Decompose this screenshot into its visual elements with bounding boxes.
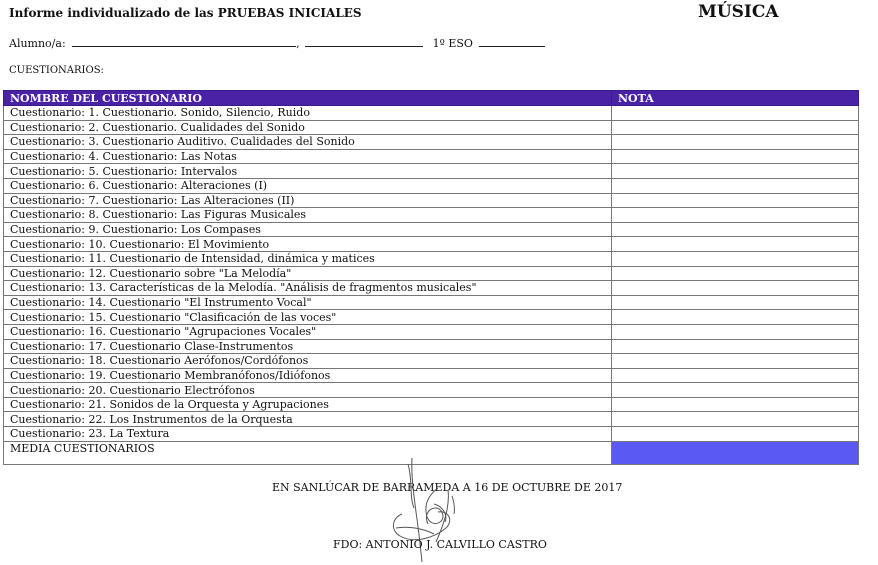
table-row [4, 106, 859, 121]
questionnaire-name: Cuestionario: 21. Sonidos de la Orquesta y Agrupaciones [4, 397, 612, 412]
table-row [4, 266, 859, 281]
grade-cell[interactable] [612, 251, 859, 266]
table-row [4, 397, 859, 412]
column-header-name: NOMBRE DEL CUESTIONARIO [4, 91, 612, 106]
grade-cell[interactable] [612, 120, 859, 135]
questionnaire-name: Cuestionario: 7. Cuestionario: Las Alteraciones (II) [4, 193, 612, 208]
grade-cell[interactable] [612, 324, 859, 339]
table-row [4, 120, 859, 135]
questionnaire-name: Cuestionario: 22. Los Instrumentos de la Orquesta [4, 412, 612, 427]
questionnaire-name: Cuestionario: 2. Cuestionario. Cualidades del Sonido [4, 120, 612, 135]
grade-cell[interactable] [612, 135, 859, 150]
table-row [4, 324, 859, 339]
questionnaire-name: Cuestionario: 10. Cuestionario: El Movimiento [4, 237, 612, 252]
questionnaire-name: Cuestionario: 12. Cuestionario sobre "La Melodía" [4, 266, 612, 281]
subject-title: MÚSICA [698, 2, 779, 22]
grade-cell[interactable] [612, 354, 859, 369]
grade-cell[interactable] [612, 266, 859, 281]
grade-cell[interactable] [612, 427, 859, 442]
grade-cell[interactable] [612, 208, 859, 223]
table-row [4, 237, 859, 252]
student-line [9, 37, 545, 50]
table-row [4, 208, 859, 223]
student-name-field[interactable] [72, 37, 296, 47]
questionnaire-name: Cuestionario: 14. Cuestionario "El Instrumento Vocal" [4, 295, 612, 310]
table-row [4, 251, 859, 266]
signer-name: FDO: ANTONIO J. CALVILLO CASTRO [333, 538, 547, 551]
course-label: 1º ESO [432, 37, 473, 50]
grade-cell[interactable] [612, 222, 859, 237]
questionnaire-name: Cuestionario: 15. Cuestionario "Clasificación de las voces" [4, 310, 612, 325]
table-row [4, 135, 859, 150]
table-row [4, 281, 859, 296]
questionnaire-name: Cuestionario: 23. La Textura [4, 427, 612, 442]
grade-cell[interactable] [612, 295, 859, 310]
questionnaire-name: Cuestionario: 3. Cuestionario Auditivo. Cualidades del Sonido [4, 135, 612, 150]
section-label: CUESTIONARIOS: [9, 65, 104, 76]
table-row [4, 412, 859, 427]
grade-cell[interactable] [612, 193, 859, 208]
grade-cell[interactable] [612, 397, 859, 412]
student-extra-field[interactable] [305, 37, 423, 47]
table-row [4, 427, 859, 442]
grade-cell[interactable] [612, 237, 859, 252]
table-row [4, 178, 859, 193]
table-row [4, 368, 859, 383]
grade-cell[interactable] [612, 149, 859, 164]
questionnaire-name: Cuestionario: 11. Cuestionario de Intensidad, dinámica y matices [4, 251, 612, 266]
questionnaire-table [3, 90, 859, 465]
table-row [4, 193, 859, 208]
table-header-row [4, 91, 859, 106]
table-row [4, 149, 859, 164]
questionnaire-name: Cuestionario: 5. Cuestionario: Intervalos [4, 164, 612, 179]
report-title: Informe individualizado de las PRUEBAS INICIALES [9, 6, 362, 20]
questionnaire-name: Cuestionario: 20. Cuestionario Electrófonos [4, 383, 612, 398]
column-header-grade: NOTA [612, 91, 859, 106]
questionnaire-name: Cuestionario: 17. Cuestionario Clase-Instrumentos [4, 339, 612, 354]
table-row [4, 295, 859, 310]
separator-comma: , [296, 37, 300, 50]
media-grade-cell[interactable] [612, 441, 859, 464]
course-group-field[interactable] [479, 37, 545, 47]
student-label: Alumno/a: [9, 37, 66, 50]
questionnaire-name: Cuestionario: 13. Características de la Melodía. "Análisis de fragmentos musicales" [4, 281, 612, 296]
grade-cell[interactable] [612, 164, 859, 179]
questionnaire-name: Cuestionario: 8. Cuestionario: Las Figuras Musicales [4, 208, 612, 223]
table-row [4, 354, 859, 369]
questionnaire-name: Cuestionario: 9. Cuestionario: Los Compases [4, 222, 612, 237]
table-row [4, 383, 859, 398]
grade-cell[interactable] [612, 310, 859, 325]
grade-cell[interactable] [612, 368, 859, 383]
grade-cell[interactable] [612, 178, 859, 193]
questionnaire-name: Cuestionario: 16. Cuestionario "Agrupaciones Vocales" [4, 324, 612, 339]
questionnaire-name: Cuestionario: 18. Cuestionario Aerófonos/Cordófonos [4, 354, 612, 369]
table-row [4, 310, 859, 325]
table-row [4, 164, 859, 179]
media-label: MEDIA CUESTIONARIOS [4, 441, 612, 464]
questionnaire-name: Cuestionario: 6. Cuestionario: Alteraciones (I) [4, 178, 612, 193]
grade-cell[interactable] [612, 281, 859, 296]
place-date: EN SANLÚCAR DE BARRAMEDA A 16 DE OCTUBRE DE 2017 [272, 481, 623, 494]
grade-cell[interactable] [612, 106, 859, 121]
grade-cell[interactable] [612, 412, 859, 427]
grade-cell[interactable] [612, 383, 859, 398]
grade-cell[interactable] [612, 339, 859, 354]
questionnaire-name: Cuestionario: 4. Cuestionario: Las Notas [4, 149, 612, 164]
table-row [4, 339, 859, 354]
questionnaire-name: Cuestionario: 19. Cuestionario Membranófonos/Idiófonos [4, 368, 612, 383]
table-row [4, 222, 859, 237]
questionnaire-name: Cuestionario: 1. Cuestionario. Sonido, Silencio, Ruido [4, 106, 612, 121]
